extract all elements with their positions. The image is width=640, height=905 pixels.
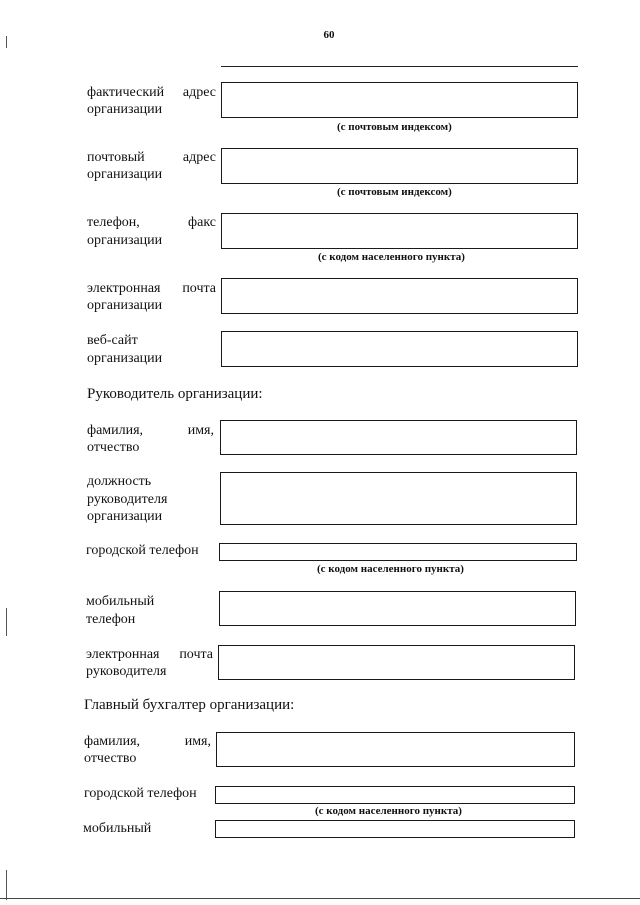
head-section-title: Руководитель организации:	[87, 386, 263, 402]
head-email-label-line2: руководителя	[86, 664, 167, 679]
website-field[interactable]	[221, 331, 578, 367]
accountant-mobile-label: мобильный	[83, 821, 152, 836]
accountant-city-phone-hint: (с кодом населенного пункта)	[315, 805, 462, 817]
head-position-label-line1: должность	[87, 474, 152, 489]
accountant-section-title: Главный бухгалтер организации:	[84, 697, 295, 713]
org-email-label-line2: организации	[87, 298, 163, 313]
postal-address-label-line1: почтовый адрес	[87, 150, 216, 165]
header-divider	[221, 66, 578, 67]
accountant-mobile-field[interactable]	[215, 820, 575, 838]
margin-mark	[6, 608, 7, 636]
accountant-name-label-line1: фамилия, имя,	[84, 734, 211, 749]
head-email-label-line1: электронная почта	[86, 647, 213, 662]
bottom-border	[0, 898, 640, 899]
head-name-field[interactable]	[220, 420, 577, 455]
phone-fax-hint: (с кодом населенного пункта)	[318, 251, 465, 263]
head-position-label-line3: организации	[87, 509, 163, 524]
head-city-phone-hint: (с кодом населенного пункта)	[317, 563, 464, 575]
head-mobile-field[interactable]	[219, 591, 576, 626]
head-name-label-line1: фамилия, имя,	[87, 423, 214, 438]
phone-fax-label-line2: организации	[87, 233, 163, 248]
website-label-line1: веб-сайт	[87, 333, 138, 348]
accountant-name-label-line2: отчество	[84, 751, 137, 766]
head-position-label-line2: руководителя	[87, 492, 168, 507]
accountant-city-phone-label: городской телефон	[84, 786, 197, 801]
postal-address-label-line2: организации	[87, 167, 163, 182]
phone-fax-field[interactable]	[221, 213, 578, 249]
head-city-phone-field[interactable]	[219, 543, 577, 561]
head-mobile-label-line1: мобильный	[86, 594, 155, 609]
actual-address-field[interactable]	[221, 82, 578, 118]
page-number: 60	[323, 29, 335, 41]
margin-mark	[6, 870, 7, 900]
accountant-name-field[interactable]	[216, 732, 575, 767]
org-email-field[interactable]	[221, 278, 578, 314]
actual-address-label-line2: организации	[87, 102, 163, 117]
postal-address-hint: (с почтовым индексом)	[337, 186, 452, 198]
org-email-label-line1: электронная почта	[87, 281, 216, 296]
head-email-field[interactable]	[218, 645, 575, 680]
postal-address-field[interactable]	[221, 148, 578, 184]
head-name-label-line2: отчество	[87, 440, 140, 455]
website-label-line2: организации	[87, 351, 163, 366]
head-position-field[interactable]	[220, 472, 577, 525]
actual-address-label-line1: фактический адрес	[87, 85, 216, 100]
head-city-phone-label: городской телефон	[86, 543, 199, 558]
head-mobile-label-line2: телефон	[86, 612, 136, 627]
accountant-city-phone-field[interactable]	[215, 786, 575, 804]
phone-fax-label-line1: телефон, факс	[87, 215, 216, 230]
actual-address-hint: (с почтовым индексом)	[337, 121, 452, 133]
